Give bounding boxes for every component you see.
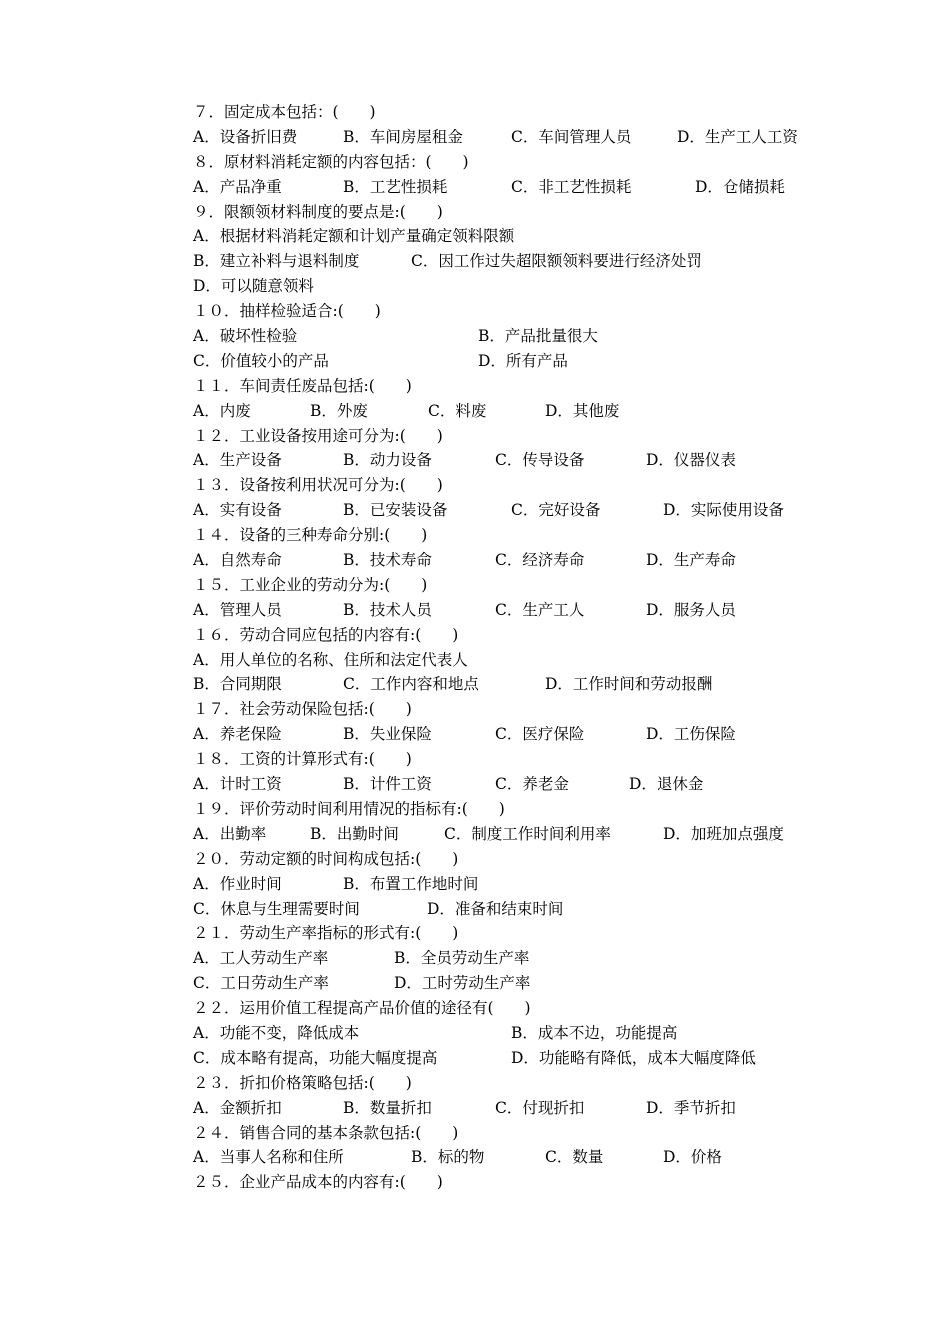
option-text: D．仓储损耗 xyxy=(695,177,785,196)
option-text: B．工艺性损耗 xyxy=(343,177,448,196)
option-text: D．服务人员 xyxy=(646,600,736,619)
question-text: １９．评价劳动时间利用情况的指标有:( ) xyxy=(193,799,505,818)
option-text: A．内废 xyxy=(193,401,251,420)
question-line xyxy=(193,200,833,225)
question-line xyxy=(193,747,833,772)
option-text: D．工伤保险 xyxy=(646,725,736,744)
options-line xyxy=(193,648,833,673)
option-text: A．破坏性检验 xyxy=(193,327,298,346)
option-text: A．产品净重 xyxy=(193,177,282,196)
question-line xyxy=(193,797,833,822)
question-line xyxy=(193,1170,833,1195)
question-text: ２２．运用价值工程提高产品价值的途径有( ) xyxy=(193,999,531,1018)
options-line xyxy=(193,399,833,424)
option-text: C．车间管理人员 xyxy=(511,127,632,146)
option-text: B．全员劳动生产率 xyxy=(394,949,530,968)
option-text: D．功能略有降低，成本大幅度降低 xyxy=(511,1048,756,1067)
option-text: D．价格 xyxy=(663,1148,722,1167)
option-text: B．外废 xyxy=(310,401,368,420)
options-line xyxy=(193,498,833,523)
options-line xyxy=(193,971,833,996)
options-line xyxy=(193,324,833,349)
options-line xyxy=(193,946,833,971)
question-line xyxy=(193,1071,833,1096)
option-text: A．工人劳动生产率 xyxy=(193,949,329,968)
question-text: ２５．企业产品成本的内容有:( ) xyxy=(193,1173,443,1192)
option-text: B．技术人员 xyxy=(343,600,432,619)
option-text: A．生产设备 xyxy=(193,451,282,470)
question-text: ８．原材料消耗定额的内容包括：( ) xyxy=(193,152,469,171)
option-text: D．季节折扣 xyxy=(646,1098,736,1117)
question-line xyxy=(193,299,833,324)
options-line xyxy=(193,872,833,897)
option-text: A．作业时间 xyxy=(193,874,282,893)
option-text: B．动力设备 xyxy=(343,451,432,470)
option-text: B．布置工作地时间 xyxy=(343,874,479,893)
question-line xyxy=(193,150,833,175)
question-text: １０．抽样检验适合:( ) xyxy=(193,302,381,321)
question-list xyxy=(193,100,833,1195)
option-text: A．实有设备 xyxy=(193,501,282,520)
option-text: A．自然寿命 xyxy=(193,551,282,570)
option-text: C．医疗保险 xyxy=(495,725,585,744)
option-text: B．计件工资 xyxy=(343,775,432,794)
options-line xyxy=(193,1021,833,1046)
question-line xyxy=(193,623,833,648)
option-text: B．失业保险 xyxy=(343,725,432,744)
options-line xyxy=(193,175,833,200)
options-line xyxy=(193,448,833,473)
option-text: C．养老金 xyxy=(495,775,569,794)
options-line xyxy=(193,249,833,274)
options-line xyxy=(193,822,833,847)
option-text: C．工日劳动生产率 xyxy=(193,974,329,993)
option-text: C．制度工作时间利用率 xyxy=(444,824,611,843)
question-line xyxy=(193,996,833,1021)
option-text: D．仪器仪表 xyxy=(646,451,736,470)
question-line xyxy=(193,374,833,399)
option-text: B．已安装设备 xyxy=(343,501,448,520)
options-line xyxy=(193,548,833,573)
option-text: A．金额折扣 xyxy=(193,1098,282,1117)
option-text: B．成本不边，功能提高 xyxy=(511,1023,678,1042)
option-text: D．其他废 xyxy=(545,401,620,420)
option-text: C．付现折扣 xyxy=(495,1098,585,1117)
option-text: C．成本略有提高，功能大幅度提高 xyxy=(193,1048,438,1067)
options-line xyxy=(193,1145,833,1170)
option-text: D．退休金 xyxy=(629,775,704,794)
option-text: C．完好设备 xyxy=(511,501,601,520)
question-text: １５．工业企业的劳动分为:( ) xyxy=(193,575,428,594)
question-text: ７．固定成本包括：( ) xyxy=(193,103,376,121)
option-text: B．标的物 xyxy=(411,1148,485,1167)
option-text: B．产品批量很大 xyxy=(478,327,598,346)
option-text: C．生产工人 xyxy=(495,600,585,619)
question-line xyxy=(193,473,833,498)
option-text: D．实际使用设备 xyxy=(663,501,784,520)
option-text: A．用人单位的名称、住所和法定代表人 xyxy=(193,650,468,669)
question-text: ２４．销售合同的基本条款包括:( ) xyxy=(193,1123,459,1142)
question-text: １３．设备按利用状况可分为:( ) xyxy=(193,476,443,495)
option-text: B．合同期限 xyxy=(193,675,282,694)
options-line xyxy=(193,1096,833,1121)
option-text: D．工作时间和劳动报酬 xyxy=(545,675,713,694)
option-text: A．设备折旧费 xyxy=(193,127,298,146)
option-text: B．建立补料与退料制度 xyxy=(193,252,360,271)
question-text: ２０．劳动定额的时间构成包括:( ) xyxy=(193,849,459,868)
question-line xyxy=(193,1121,833,1146)
option-text: A．计时工资 xyxy=(193,775,282,794)
option-text: A．功能不变，降低成本 xyxy=(193,1023,360,1042)
question-line xyxy=(193,697,833,722)
options-line xyxy=(193,125,833,150)
option-text: C．经济寿命 xyxy=(495,551,585,570)
option-text: C．非工艺性损耗 xyxy=(511,177,632,196)
options-line xyxy=(193,722,833,747)
option-text: A．养老保险 xyxy=(193,725,282,744)
option-text: D．所有产品 xyxy=(478,351,568,370)
option-text: D．加班加点强度 xyxy=(663,824,784,843)
question-line xyxy=(193,921,833,946)
question-line xyxy=(193,523,833,548)
option-text: B．出勤时间 xyxy=(310,824,399,843)
option-text: A．出勤率 xyxy=(193,824,267,843)
question-text: １４．设备的三种寿命分别:( ) xyxy=(193,526,428,545)
options-line xyxy=(193,772,833,797)
options-line xyxy=(193,897,833,922)
option-text: B．车间房屋租金 xyxy=(343,127,463,146)
option-text: C．工作内容和地点 xyxy=(343,675,479,694)
option-text: B．技术寿命 xyxy=(343,551,432,570)
option-text: A．当事人名称和住所 xyxy=(193,1148,344,1167)
question-line xyxy=(193,847,833,872)
question-text: １８．工资的计算形式有:( ) xyxy=(193,750,412,769)
options-line xyxy=(193,349,833,374)
question-text: ２１．劳动生产率指标的形式有:( ) xyxy=(193,924,459,943)
options-line xyxy=(193,598,833,623)
question-text: １７．社会劳动保险包括:( ) xyxy=(193,700,412,719)
question-text: １１．车间责任废品包括:( ) xyxy=(193,376,412,395)
options-line xyxy=(193,224,833,249)
question-text: ２３．折扣价格策略包括:( ) xyxy=(193,1073,412,1092)
option-text: C．因工作过失超限额领料要进行经济处罚 xyxy=(411,252,702,271)
option-text: D．生产工人工资 xyxy=(677,127,798,146)
option-text: C．料废 xyxy=(428,401,487,420)
option-text: C．传导设备 xyxy=(495,451,585,470)
option-text: D．可以随意领料 xyxy=(193,277,314,296)
option-text: A．管理人员 xyxy=(193,600,282,619)
question-line xyxy=(193,573,833,598)
option-text: C．数量 xyxy=(545,1148,604,1167)
option-text: D．工时劳动生产率 xyxy=(394,974,531,993)
option-text: C．休息与生理需要时间 xyxy=(193,899,360,918)
option-text: C．价值较小的产品 xyxy=(193,351,329,370)
options-line xyxy=(193,1046,833,1071)
option-text: B．数量折扣 xyxy=(343,1098,432,1117)
option-text: D．生产寿命 xyxy=(646,551,736,570)
question-line xyxy=(193,100,833,125)
question-text: ９．限额领材料制度的要点是:( ) xyxy=(193,202,443,221)
question-text: １６．劳动合同应包括的内容有:( ) xyxy=(193,625,459,644)
question-text: １２．工业设备按用途可分为:( ) xyxy=(193,426,443,445)
option-text: A．根据材料消耗定额和计划产量确定领料限额 xyxy=(193,227,515,246)
options-line xyxy=(193,274,833,299)
question-line xyxy=(193,424,833,449)
options-line xyxy=(193,672,833,697)
option-text: D．准备和结束时间 xyxy=(427,899,564,918)
